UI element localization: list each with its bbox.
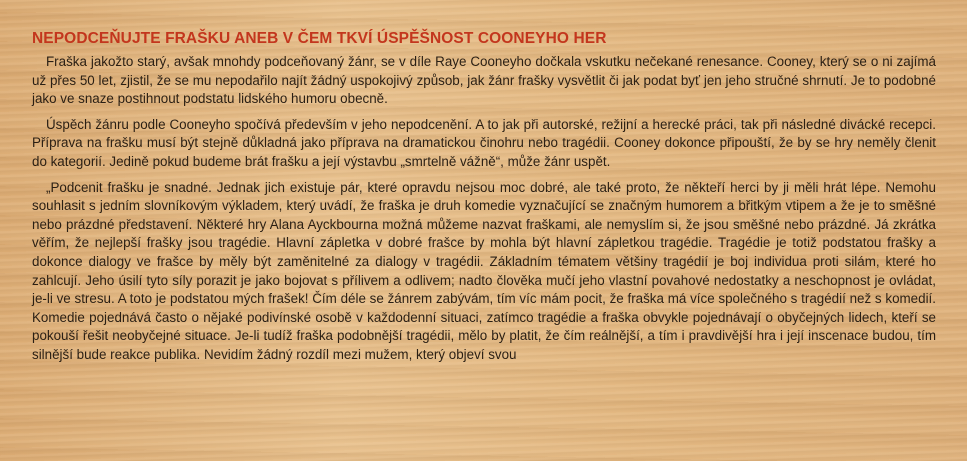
paragraph: Úspěch žánru podle Cooneyho spočívá především v jeho nepodcenění. A to jak při autorské, režijní a herecké práci, tak při následné divácké recepci. Příprava na frašku musí být stejně důkladná jako příprava na dramatickou činohru nebo tragédii. Cooney dokonce připouští, že by se hry neměly členit do kategorií. Jedině pokud budeme brát frašku a její výstavbu „smrtelně vážně“, může žánr uspět.	[32, 116, 936, 169]
paragraph: „Podcenit frašku je snadné. Jednak jich existuje pár, které opravdu nejsou moc dobré, ale také proto, že někteří herci by ji měli hrát lépe. Nemohu souhlasit s jedním slovníkovým výkladem, který uvádí, že fraška je druh komedie vyznačující se značným humorem a břitkým vtipem a že je to směšné nebo prázdné představení. Některé hry Alana Ayckbourna možná můžeme nazvat fraškami, ale nemyslím si, že jsou směšné nebo prázdné. Já zkrátka věřím, že nejlepší frašky jsou tragédie. Hlavní zápletka v dobré frašce by mohla být hlavní zápletkou tragédie. Tragédie je totiž podstatou frašky a dokonce dialogy ve frašce by měly být zaměnitelné za dialogy v tragédii. Základním tématem většiny tragédií je boj individua proti silám, které ho zahlcují. Jeho úsilí tyto síly porazit je jako bojovat s přílivem a odlivem; nadto člověka mučí jeho vlastní povahové nedostatky a neschopnost je ovládat, je-li ve stresu. A toto je podstatou mých frašek! Čím déle se žánrem zabývám, tím víc mám pocit, že fraška má více společného s tragédií než s komedií. Komedie pojednává často o nějaké podivínské osobě v každodenní situaci, zatímco tragédie a fraška obvykle pojednávají o obyčejných lidech, kteří se pokouší řešit neobyčejné situace. Je-li tudíž fraška podobnější tragédii, mělo by platit, že čím reálnější, a tím i pravdivější hra i její inscenace budou, tím silnější bude reakce publika. Nevidím žádný rozdíl mezi mužem, který objeví svou	[32, 179, 936, 362]
article-title: NEPODCEŇUJTE FRAŠKU ANEB V ČEM TKVÍ ÚSPĚŠNOST COONEYHO HER	[32, 30, 607, 47]
article	[32, 30, 936, 372]
paragraph: Fraška jakožto starý, avšak mnohdy podceňovaný žánr, se v díle Raye Cooneyho dočkala vskutku nečekané renesance. Cooney, který se o ni zajímá už přes 50 let, zjistil, že se mu nepodařilo najít žádný uspokojivý způsob, jak žánr frašky vysvětlit či jak podat byť jen jeho stručné shrnutí. Je to podobné jako ve snaze postihnout podstatu lidského humoru obecně.	[32, 54, 936, 107]
